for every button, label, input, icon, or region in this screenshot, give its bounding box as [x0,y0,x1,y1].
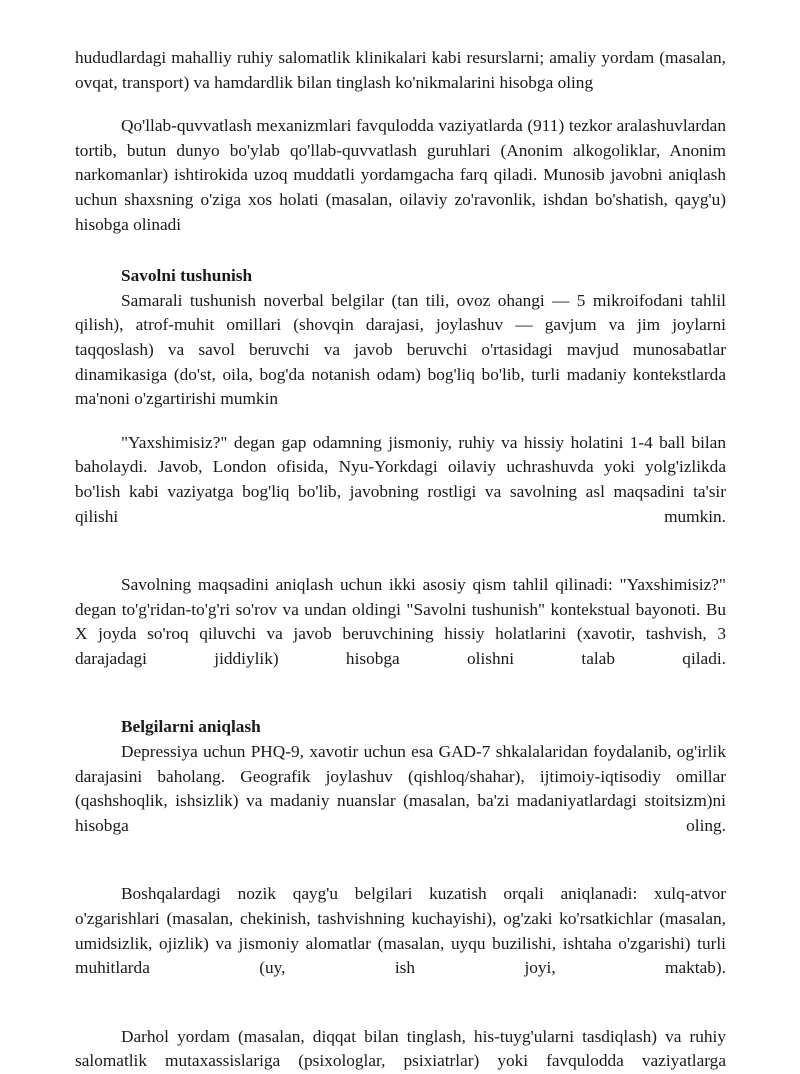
paragraph-resources: hududlardagi mahalliy ruhiy salomatlik klinikalari kabi resurslarni; amaliy yordam (masalan, ovqat, transport) va hamdardlik bilan tinglash ko'nikmalarini hisobga oling [75,48,726,92]
heading-identifying-signs: Belgilarni aniqlash [121,717,261,737]
paragraph-effective-understanding: Samarali tushunish noverbal belgilar (tan tili, ovoz ohangi — 5 mikroifodani tahlil qilish), atrof-muhit omillari (shovqin darajasi, joylashuv — gavjum va jim joylarni taqqoslash) va savol beruvchi va javob beruvchi o'rtasidagi mavjud munosabatlar dinamikasiga (do'st, oila, bog'da notanish odam) bog'liq bo'lib, turli madaniy kontekstlarda ma'noni o'zgartirishi mumkin [75,290,726,409]
paragraph-how-are-you: "Yaxshimisiz?" degan gap odamning jismoniy, ruhiy va hissiy holatini 1-4 ball bilan baholaydi. Javob, London ofisida, Nyu-Yorkdagi oilaviy uchrashuvda yoki yolg'izlikda bo'lish kabi vaziyatga bog'liq bo'lib, javobning rostligi va savolning asl maqsadini ta'sir qilishi mumkin. [75,432,726,526]
heading-understanding-question: Savolni tushunish [121,266,253,286]
paragraph-question-purpose: Savolning maqsadini aniqlash uchun ikki asosiy qism tahlil qilinadi: "Yaxshimisiz?" degan to'g'ridan-to'g'ri so'rov va undan oldingi "Savolni tushunish" kontekstual bayonoti. Bu X joyda so'roq qiluvchi va javob beruvchining hissiy holatlarini (xavotir, tashvish, 3 darajadagi jiddiylik) hisobga olishni talab qiladi. [75,575,726,668]
paragraph-distress-signs: Boshqalardagi nozik qayg'u belgilari kuzatish orqali aniqlanadi: xulq-atvor o'zgarishlari (masalan, chekinish, tashvishning kuchayishi), og'zaki ko'rsatkichlar (masalan, umidsizlik, ojizlik) va jismoniy alomatlar (masalan, uyqu buzilishi, ishtaha o'zgarishi) turli muhitlarda (uy, ish joyi, maktab). [75,884,726,978]
paragraph-support-mechanisms: Qo'llab-quvvatlash mexanizmlari favqulodda vaziyatlarda (911) tezkor aralashuvlardan tortib, butun dunyo bo'ylab qo'llab-quvvatlash guruhlari (Anonim alkogoliklar, Anonim narkomanlar) ishtirokida uzoq muddatli yordamgacha farq qiladi. Munosib javobni aniqlash uchun shaxsning o'ziga xos holati (masalan, oilaviy zo'ravonlik, ishdan bo'shatish, qayg'u) hisobga olinadi [75,116,726,234]
document-page [75,46,726,1074]
paragraph-immediate-help: Darhol yordam (masalan, diqqat bilan tinglash, his-tuyg'ularni tasdiqlash) va ruhiy salomatlik mutaxassislariga (psixologlar, psixiatrlar) yoki favqulodda vaziyatlarga [75,1026,726,1071]
paragraph-assessment-scales: Depressiya uchun PHQ-9, xavotir uchun esa GAD-7 shkalalaridan foydalanib, og'irlik darajasini baholang. Geografik joylashuv (qishloq/shahar), ijtimoiy-iqtisodiy omillar (qashshoqlik, ishsizlik) va madaniy nuanslar (masalan, ba'zi madaniyatlardagi stoitsizm)ni hisobga oling. [75,742,726,835]
